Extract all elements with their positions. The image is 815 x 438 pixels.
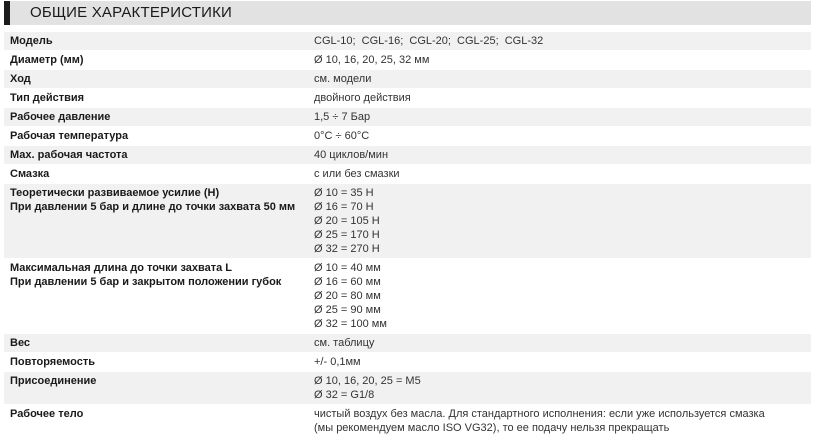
spec-value: с или без смазки: [314, 168, 400, 180]
spec-label: Рабочая температура: [10, 130, 129, 142]
spec-value: CGL-10; CGL-16; CGL-20; CGL-25; CGL-32: [314, 35, 544, 47]
spec-value: Ø 10, 16, 20, 25 = M5 Ø 32 = G1/8: [314, 375, 421, 401]
spec-row-frequency: [4, 146, 811, 164]
spec-label: Присоединение: [10, 375, 97, 387]
spec-value: см. модели: [314, 73, 372, 85]
spec-row-action-type: [4, 89, 811, 107]
spec-row-weight: [4, 334, 811, 352]
spec-label: Ход: [10, 73, 31, 85]
spec-row-diameter: [4, 51, 811, 69]
spec-value: Ø 10 = 35 Н Ø 16 = 70 Н Ø 20 = 105 Н Ø 25 = 170 Н Ø 32 = 270 Н: [314, 187, 380, 255]
header-accent-bar: [4, 1, 10, 25]
spec-label: Диаметр (мм): [10, 54, 84, 66]
spec-value: 40 циклов/мин: [314, 149, 389, 161]
spec-label: Мах. рабочая частота: [10, 149, 128, 161]
spec-row-max-length: [4, 259, 811, 333]
spec-label: Повторяемость: [10, 356, 96, 368]
spec-value: двойного действия: [314, 92, 411, 104]
spec-row-force: [4, 184, 811, 258]
spec-label: Максимальная длина до точки захвата L При давлении 5 бар и закрытом положении губок: [10, 262, 282, 288]
spec-label: Тип действия: [10, 92, 85, 104]
spec-table: [4, 32, 811, 438]
spec-label: Вес: [10, 337, 31, 349]
spec-row-temperature: [4, 127, 811, 145]
spec-row-model: [4, 32, 811, 50]
spec-label: Смазка: [10, 168, 50, 180]
spec-row-lubrication: [4, 165, 811, 183]
spec-row-connection: [4, 372, 811, 404]
spec-row-medium: [4, 405, 811, 437]
spec-value: +/- 0,1мм: [314, 356, 361, 368]
spec-value: чистый воздух без масла. Для стандартного исполнения: если уже используется смазка (мы рекомендуем масло ISO VG32), то ее подачу нельзя прекращать: [314, 408, 765, 434]
spec-row-repeatability: [4, 353, 811, 371]
spec-label: Теоретически развиваемое усилие (Н) При давлении 5 бар и длине до точки захвата 50 мм: [10, 187, 296, 213]
spec-value: 0°C ÷ 60°C: [314, 130, 370, 142]
spec-row-pressure: [4, 108, 811, 126]
section-title: ОБЩИЕ ХАРАКТЕРИСТИКИ: [30, 4, 233, 21]
spec-value: см. таблицу: [314, 337, 375, 349]
spec-row-stroke: [4, 70, 811, 88]
spec-label: Модель: [10, 35, 53, 47]
spec-label: Рабочее тело: [10, 408, 84, 420]
spec-label: Рабочее давление: [10, 111, 111, 123]
spec-value: Ø 10 = 40 мм Ø 16 = 60 мм Ø 20 = 80 мм Ø 25 = 90 мм Ø 32 = 100 мм: [314, 262, 387, 330]
section-header: [4, 1, 811, 25]
spec-value: 1,5 ÷ 7 Бар: [314, 111, 371, 123]
spec-value: Ø 10, 16, 20, 25, 32 мм: [314, 54, 430, 66]
